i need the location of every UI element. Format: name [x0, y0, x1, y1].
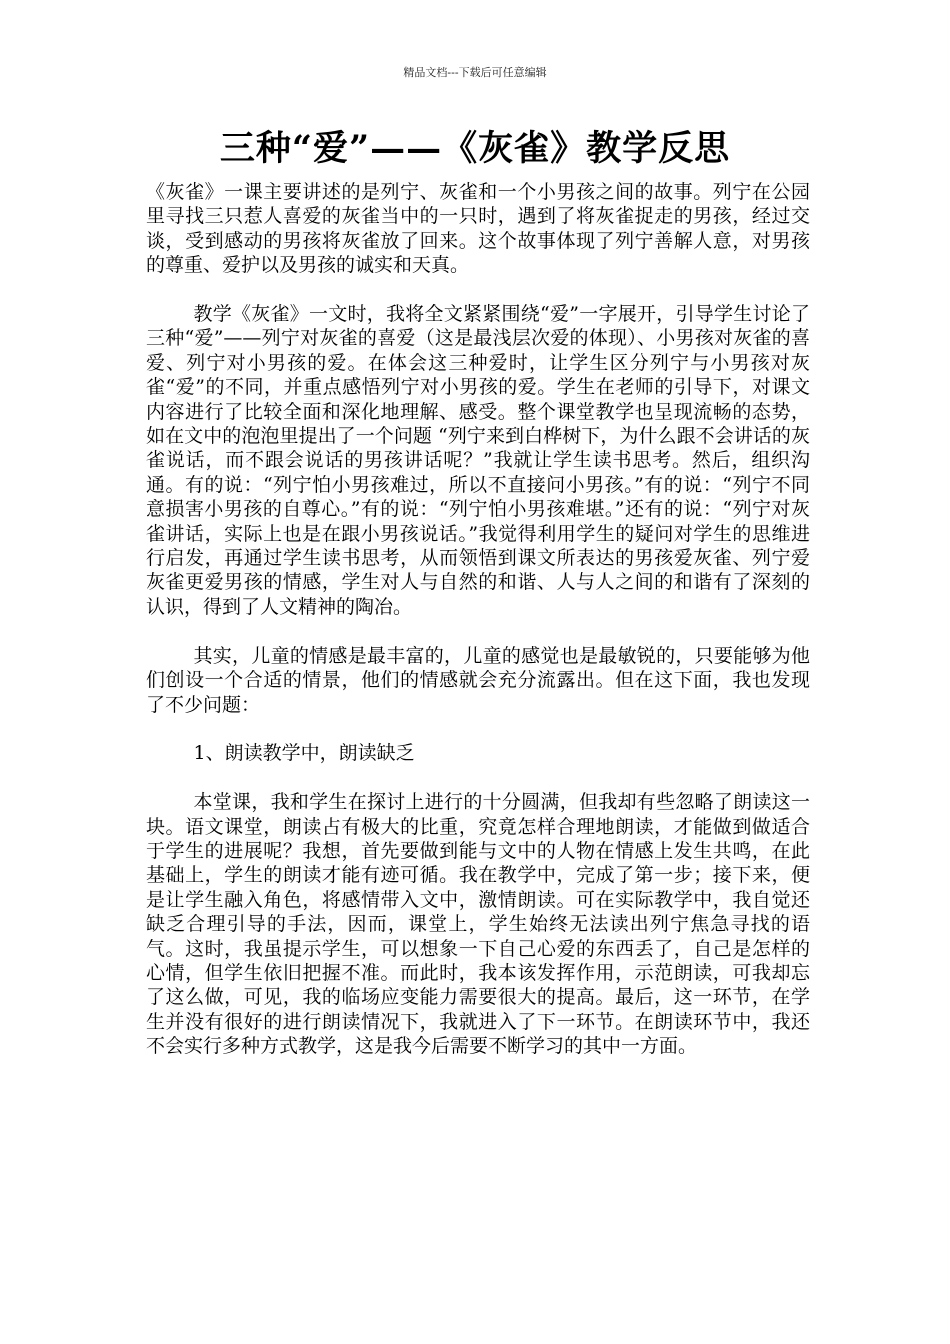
paragraph-intro: 《灰雀》一课主要讲述的是列宁、灰雀和一个小男孩之间的故事。列宁在公园里寻找三只惹人喜爱的灰雀当中的一只时，遇到了将灰雀捉走的男孩，经过交谈，受到感动的男孩将灰雀放了回来。这个故事体现了列宁善解人意，对男孩的尊重、爱护以及男孩的诚实和天真。: [146, 181, 810, 277]
document-body: [146, 180, 810, 1059]
page-header-note: 精品文档---下载后可任意编辑: [403, 66, 547, 79]
section-heading-reading: 1、朗读教学中，朗读缺乏: [193, 742, 415, 765]
paragraph-reflection: 其实，儿童的情感是最丰富的，儿童的感觉也是最敏锐的，只要能够为他们创设一个合适的情景，他们的情感就会充分流露出。但在这下面，我也发现了不少问题：: [146, 644, 810, 716]
document-title: 三种“爱”——《灰雀》教学反思: [219, 128, 731, 169]
paragraph-teaching: 教学《灰雀》一文时，我将全文紧紧围绕“爱”一字展开，引导学生讨论了三种“爱”——列宁对灰雀的喜爱（这是最浅层次爱的体现）、小男孩对灰雀的喜爱、列宁对小男孩的爱。在体会这三种爱时，让学生区分列宁与小男孩对灰雀“爱”的不同，并重点感悟列宁对小男孩的爱。学生在老师的引导下，对课文内容进行了比较全面和深化地理解、感受。整个课堂教学也呈现流畅的态势，如在文中的泡泡里提出了一个问题 “列宁来到白桦树下，为什么跟不会讲话的灰雀说话，而不跟会说话的男孩讲话呢？”我就让学生读书思考。然后，组织沟通。有的说：“列宁怕小男孩难过，所以不直接问小男孩。”有的说：“列宁不同意损害小男孩的自尊心。”有的说：“列宁怕小男孩难堪。”还有的说：“列宁对灰雀讲话，实际上也是在跟小男孩说话。”我觉得利用学生的疑问对学生的思维进行启发，再通过学生读书思考，从而领悟到课文所表达的男孩爱灰雀、列宁爱灰雀更爱男孩的情感，学生对人与自然的和谐、人与人之间的和谐有了深刻的认识，得到了人文精神的陶冶。: [146, 303, 810, 618]
paragraph-reading-problem: 本堂课，我和学生在探讨上进行的十分圆满，但我却有些忽略了朗读这一块。语文课堂，朗读占有极大的比重，究竟怎样合理地朗读，才能做到做适合于学生的进展呢？我想，首先要做到能与文中的人物在情感上发生共鸣，在此基础上，学生的朗读才能有迹可循。我在教学中，完成了第一步；接下来，便是让学生融入角色，将感情带入文中，激情朗读。可在实际教学中，我自觉还缺乏合理引导的手法，因而，课堂上，学生始终无法读出列宁焦急寻找的语气。这时，我虽提示学生，可以想象一下自己心爱的东西丢了，自己是怎样的心情，但学生依旧把握不准。而此时，我本该发挥作用，示范朗读，可我却忘了这么做，可见，我的临场应变能力需要很大的提高。最后，这一环节，在学生并没有很好的进行朗读情况下，我就进入了下一环节。在朗读环节中，我还不会实行多种方式教学，这是我今后需要不断学习的其中一方面。: [146, 791, 810, 1058]
